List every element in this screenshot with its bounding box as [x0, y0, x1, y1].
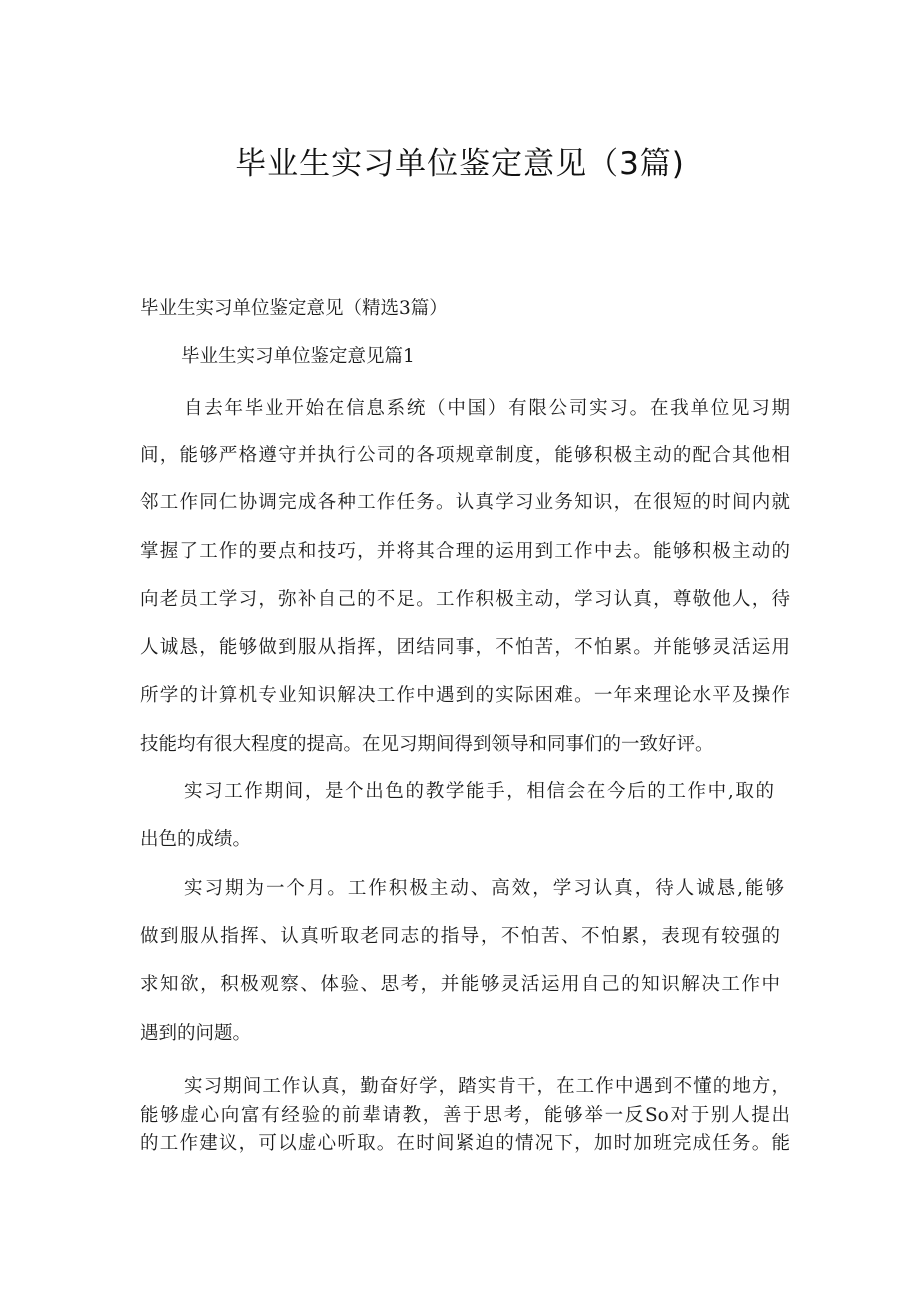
paragraph-3-line: 遇到的问题。	[140, 1023, 252, 1044]
paragraph-4-line: 的工作建议，可以虚心听取。在时间紧迫的情况下，加时加班完成任务。能	[140, 1133, 790, 1154]
paragraph-4-line: 实习期间工作认真，勤奋好学，踏实肯干，在工作中遇到不懂的地方，	[184, 1076, 790, 1097]
paragraph-1-line: 自去年毕业开始在信息系统（中国）有限公司实习。在我单位见习期	[184, 398, 790, 419]
paragraph-4-line: 能够虚心向富有经验的前辈请教，善于思考，能够举一反So对于别人提出	[140, 1105, 790, 1126]
paragraph-1-line: 人诚恳，能够做到服从指挥，团结同事，不怕苦，不怕累。并能够灵活运用	[140, 637, 790, 658]
section-heading: 毕业生实习单位鉴定意见篇1	[181, 346, 415, 367]
document-title: 毕业生实习单位鉴定意见（3篇)	[235, 146, 685, 182]
paragraph-1-line: 所学的计算机专业知识解决工作中遇到的实际困难。一年来理论水平及操作	[140, 685, 790, 706]
paragraph-3-line: 做到服从指挥、认真听取老同志的指导，不怕苦、不怕累，表现有较强的	[140, 926, 780, 947]
paragraph-2-line: 出色的成绩。	[140, 829, 252, 850]
paragraph-3-line: 实习期为一个月。工作积极主动、高效，学习认真，待人诚恳,能够	[184, 878, 784, 899]
paragraph-1-line: 技能均有很大程度的提高。在见习期间得到领导和同事们的一致好评。	[140, 734, 714, 755]
paragraph-1-line: 间，能够严格遵守并执行公司的各项规章制度，能够积极主动的配合其他相	[140, 445, 790, 466]
paragraph-1-line: 掌握了工作的要点和技巧，并将其合理的运用到工作中去。能够积极主动的	[140, 541, 790, 562]
paragraph-1-line: 向老员工学习，弥补自己的不足。工作积极主动，学习认真，尊敬他人，待	[140, 589, 790, 610]
paragraph-1-line: 邻工作同仁协调完成各种工作任务。认真学习业务知识，在很短的时间内就	[140, 492, 790, 513]
paragraph-3-line: 求知欲，积极观察、体验、思考，并能够灵活运用自己的知识解决工作中	[140, 974, 780, 995]
document-subtitle: 毕业生实习单位鉴定意见（精选3篇）	[140, 298, 448, 319]
paragraph-2-line: 实习工作期间，是个出色的教学能手，相信会在今后的工作中,取的	[184, 781, 774, 802]
